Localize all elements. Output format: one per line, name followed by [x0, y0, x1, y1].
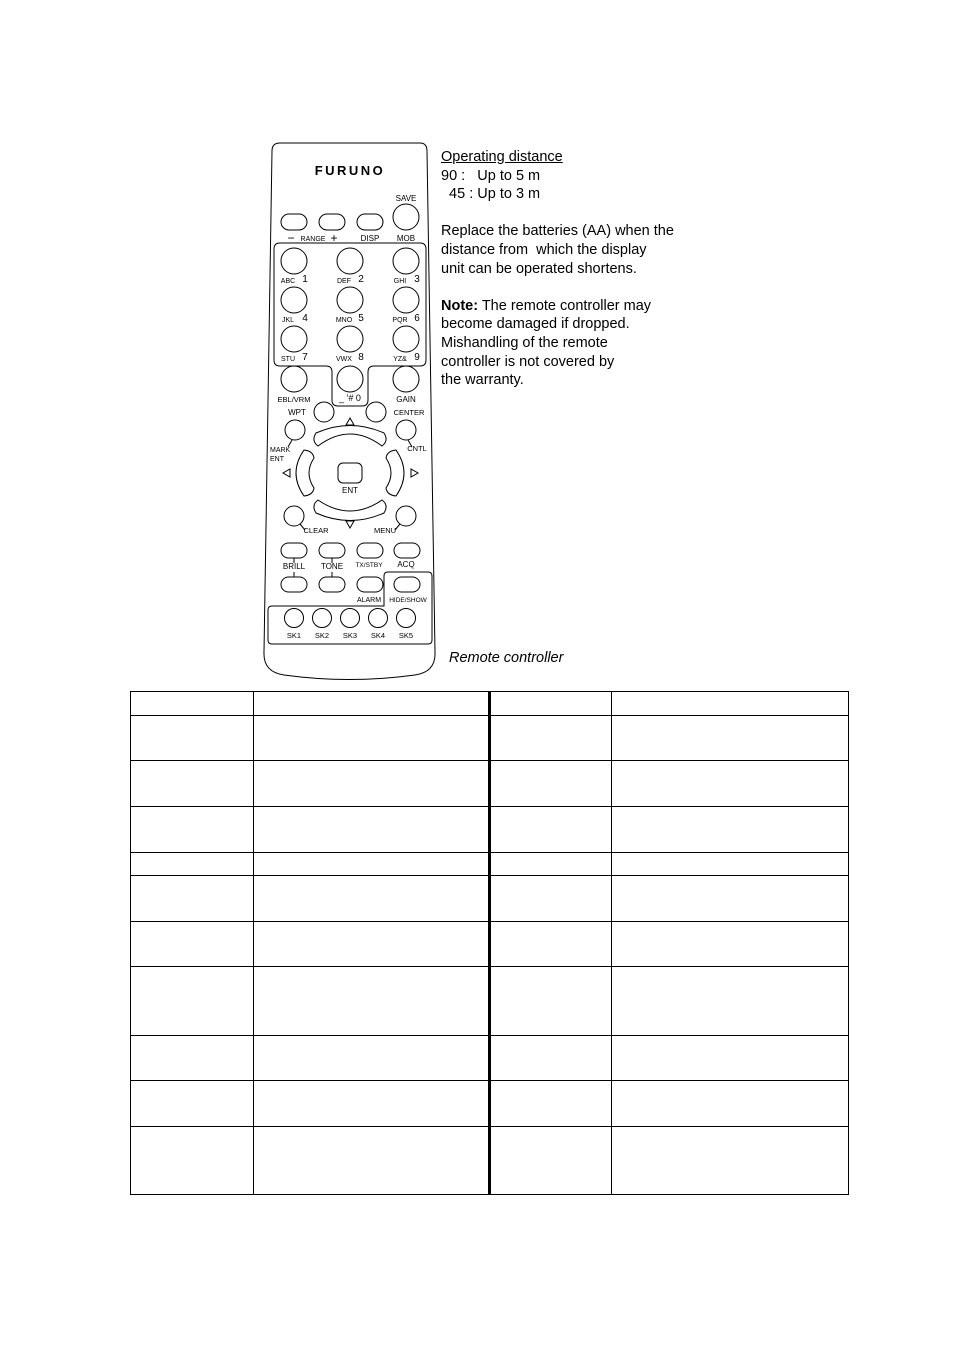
menu-label: MENU: [373, 526, 397, 535]
mno-label: MNO: [335, 317, 353, 324]
up-arrow-icon: [346, 418, 354, 425]
n8-label: 8: [358, 352, 364, 363]
clear-button[interactable]: [284, 506, 304, 526]
note-label: Note:: [441, 297, 479, 314]
n0-label: _ '# 0: [339, 393, 361, 403]
mob-label: MOB: [396, 234, 416, 243]
brill-label: BRILL: [282, 562, 306, 571]
table-row: [131, 922, 849, 967]
stu-label: STU: [281, 356, 295, 363]
cntl-button[interactable]: [396, 420, 416, 440]
ebl-vrm-label: EBL/VRM: [277, 395, 311, 404]
table-row: [131, 1036, 849, 1081]
tone-lower-button[interactable]: [319, 577, 345, 592]
down-arrow-icon: [346, 521, 354, 528]
table-row: [131, 1081, 849, 1127]
n7-label: 7: [302, 352, 308, 363]
sk2-label: SK2: [314, 631, 330, 640]
mob-button[interactable]: [393, 204, 419, 230]
battery-line: Replace the batteries (AA) when the: [441, 223, 674, 240]
brand-logo: FURUNO: [314, 163, 386, 178]
save-label: SAVE: [395, 194, 417, 203]
note-line: controller is not covered by: [441, 353, 615, 370]
mark-ent-label: ENT: [270, 456, 284, 463]
right-arrow-icon: [411, 469, 418, 477]
hide-show-label: HIDE/SHOW: [389, 597, 427, 604]
pqr-label: PQR: [392, 317, 408, 324]
tx-stby-button[interactable]: [357, 543, 383, 558]
distance-line-90: 90 : Up to 5 m: [441, 167, 541, 184]
figure-caption: Remote controller: [449, 650, 564, 666]
key-1[interactable]: [281, 248, 307, 274]
sk5-label: SK5: [398, 631, 414, 640]
def-label: DEF: [337, 278, 351, 285]
key-4[interactable]: [281, 287, 307, 313]
spacer: [441, 278, 701, 297]
sk2-button[interactable]: [313, 609, 332, 628]
n6-label: 6: [414, 313, 420, 324]
abc-label: ABC: [280, 278, 296, 285]
battery-line: unit can be operated shortens.: [441, 260, 637, 277]
table-row: [131, 876, 849, 922]
note-line: the warranty.: [441, 372, 524, 389]
note-line: Mishandling of the remote: [441, 334, 608, 351]
brill-button[interactable]: [281, 543, 307, 558]
mark-label: MARK: [270, 447, 291, 454]
sk3-button[interactable]: [341, 609, 360, 628]
keypad-frame: [274, 243, 426, 406]
gain-button[interactable]: [393, 366, 419, 392]
remote-info-text: [441, 148, 701, 390]
ebl-vrm-button[interactable]: [281, 366, 307, 392]
table-row: [131, 716, 849, 761]
disp-label: DISP: [360, 234, 380, 243]
wpt-button[interactable]: [314, 402, 334, 422]
tone-label: TONE: [320, 562, 344, 571]
center-label: CENTER: [393, 408, 425, 417]
empty-key-table: [130, 691, 849, 1195]
key-3[interactable]: [393, 248, 419, 274]
distance-line-45: 45 : Up to 3 m: [441, 186, 541, 203]
acq-label: ACQ: [397, 560, 415, 569]
sk4-button[interactable]: [369, 609, 388, 628]
key-8[interactable]: [337, 326, 363, 352]
sk5-button[interactable]: [397, 609, 416, 628]
cursor-up-button[interactable]: [314, 426, 386, 447]
n3-label: 3: [414, 274, 420, 285]
n4-label: 4: [302, 313, 308, 324]
note-line: become damaged if dropped.: [441, 316, 630, 333]
cursor-right-button[interactable]: [386, 450, 404, 496]
operating-distance-heading: Operating distance: [441, 149, 563, 165]
wpt-label: WPT: [288, 408, 306, 417]
tx-stby-label: TX/STBY: [355, 562, 383, 569]
clear-label: CLEAR: [303, 526, 329, 535]
table-row: [131, 1127, 849, 1195]
range-plus-button[interactable]: [319, 214, 345, 230]
disp-button[interactable]: [357, 214, 383, 230]
key-9[interactable]: [393, 326, 419, 352]
jkl-label: JKL: [281, 317, 295, 324]
sk1-button[interactable]: [285, 609, 304, 628]
sk3-label: SK3: [342, 631, 358, 640]
alarm-label: ALARM: [356, 597, 382, 604]
cntl-label: CNTL: [407, 444, 427, 453]
brill-lower-button[interactable]: [281, 577, 307, 592]
plus-label: +: [330, 231, 338, 245]
note-first-line: [441, 297, 701, 316]
battery-line: distance from which the display: [441, 241, 647, 258]
key-7[interactable]: [281, 326, 307, 352]
sk4-label: SK4: [370, 631, 386, 640]
ent-button[interactable]: [338, 463, 362, 483]
alarm-button[interactable]: [357, 577, 383, 592]
sk1-label: SK1: [286, 631, 302, 640]
table-row: [131, 967, 849, 1036]
table-row: [131, 853, 849, 876]
n9-label: 9: [414, 352, 420, 363]
table-row: [131, 761, 849, 807]
yz-label: YZ&: [393, 356, 407, 363]
key-2[interactable]: [337, 248, 363, 274]
center-button[interactable]: [366, 402, 386, 422]
n2-label: 2: [358, 274, 364, 285]
gain-label: GAIN: [396, 395, 416, 404]
cursor-down-button[interactable]: [314, 500, 386, 521]
n5-label: 5: [358, 313, 364, 324]
tone-button[interactable]: [319, 543, 345, 558]
range-minus-button[interactable]: [281, 214, 307, 230]
hide-show-button[interactable]: [394, 577, 420, 592]
note-text: The remote controller may: [478, 297, 652, 314]
menu-button[interactable]: [396, 506, 416, 526]
mark-ent-button[interactable]: [285, 420, 305, 440]
ghi-label: GHI: [393, 278, 407, 285]
acq-button[interactable]: [394, 543, 420, 558]
vwx-label: VWX: [336, 356, 352, 363]
left-arrow-icon: [283, 469, 290, 477]
key-5[interactable]: [337, 287, 363, 313]
n1-label: 1: [302, 274, 308, 285]
ent-label: ENT: [342, 486, 358, 495]
key-6[interactable]: [393, 287, 419, 313]
table-row: [131, 807, 849, 853]
table-row: [131, 692, 849, 716]
key-0[interactable]: [337, 366, 363, 392]
minus-label: −: [287, 231, 295, 245]
range-label: RANGE: [300, 236, 326, 243]
cursor-left-button[interactable]: [296, 450, 314, 496]
spacer: [441, 204, 701, 223]
